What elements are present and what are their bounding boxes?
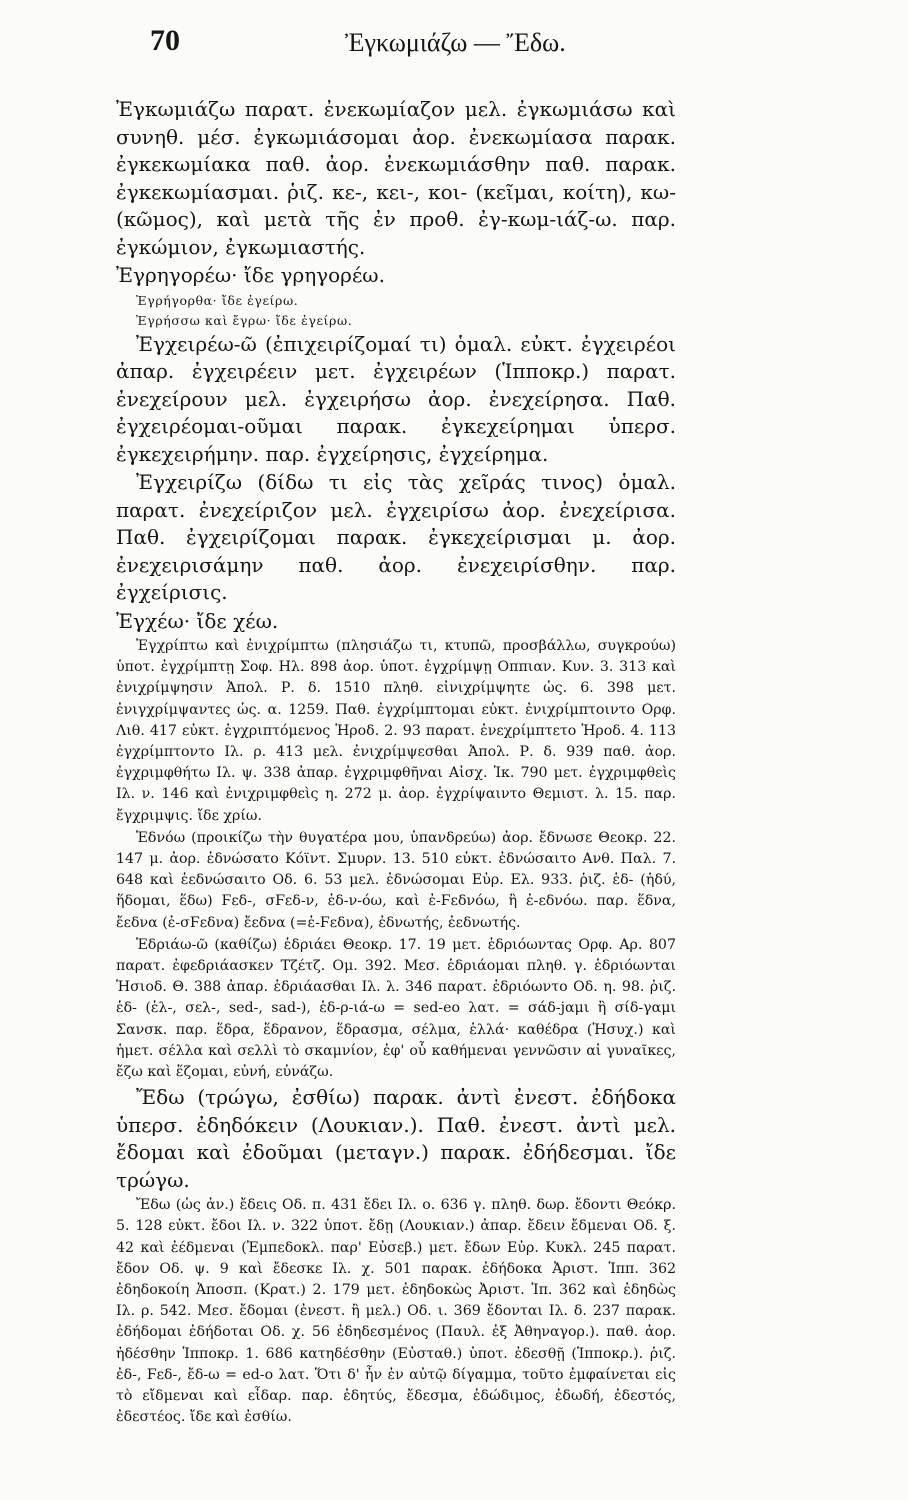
entry-hednoo: Ἑδνόω (προικίζω τὴν θυγατέρα μου, ὑπανδρεύω) ἀορ. ἔδνωσε Θεοκρ. 22. 147 μ. ἀορ. ἐδνώσατο Κόϊντ. Σμυρν. 13. 510 εὐκτ. ἐδνώσαιτο Ανθ. Παλ. 7. 648 καὶ ἐεδνώσαιτο Οδ. 6. 53 μελ. ἐδνώσομαι Εὐρ. Ελ. 933. ῥιζ. ἑδ- (ἡδύ, ἥδομαι, ἕδω) Ϝεδ-, σϜεδ-ν, ἐδ-ν-όω, καὶ ἐ-Ϝεδνόω, ἢ ἐ-εδνόω. παρ. ἕδνα, ἔεδνα (ἐ-σϜεδνα) ἔεδνα (=ἐ-Ϝεδνα), ἐδνωτής, ἐεδνωτής. — [116, 829, 676, 931]
entry-egregoreo: Ἐγρηγορέω· ἴδε γρηγορέω. — [116, 263, 385, 287]
entry-encheirizo: Ἐγχειρίζω (δίδω τι εἰς τὰς χεῖράς τινος) ὁμαλ. παρατ. ἐνεχείριζον μελ. ἐγχειρίσω ἀορ. ἐνεχείρισα. Παθ. ἐγχειρίζομαι παρακ. ἐγκεχείρισμαι μ. ἀορ. ἐνεχειρισάμην παθ. ἀορ. ἐνεχειρίσθην. παρ. ἐγχείρισις. — [116, 470, 676, 604]
dictionary-body — [116, 96, 676, 1430]
entry-encheireo: Ἐγχειρέω-ῶ (ἐπιχειρίζομαί τι) ὁμαλ. εὐκτ. ἐγχειρέοι ἀπαρ. ἐγχειρέειν μετ. ἐγχειρέων (Ἱπποκρ.) παρατ. ἐνεχείρουν μελ. ἐγχειρήσω ἀορ. ἐνεχείρησα. Παθ. ἐγχειρέομαι-οῦμαι παρακ. ἐγκεχείρημαι ὑπερσ. ἐγκεχειρήμην. παρ. ἐγχείρησις, ἐγχείρημα. — [116, 331, 676, 466]
page-header — [150, 24, 710, 74]
entry-hedriao: Ἑδριάω-ῶ (καθίζω) ἑδριάει Θεοκρ. 17. 19 μετ. ἑδριόωντας Ορφ. Αρ. 807 παρατ. ἐφεδριάασκεν Τζέτζ. Ομ. 392. Μεσ. ἑδριάομαι πληθ. γ. ἑδριόωνται Ἡσιοδ. Θ. 388 ἀπαρ. ἑδριάασθαι Ιλ. λ. 346 παρατ. ἑδριόωντο Οδ. η. 98. ῥιζ. ἑδ- (ἑλ-, σελ-, sed-, sad-), ἑδ-ρ-ιά-ω = sed-eo λατ. = σάδ-jαμι ἢ σίδ-γαμι Σανσκ. παρ. ἕδρα, ἕδρανον, ἕδρασμα, σέλμα, ἑλλά· καθέδρα (Ἡσυχ.) καὶ ἡμετ. σέλλα καὶ σελλὶ τὸ σκαμνίον, ἐφ' οὗ καθήμεναι γεννῶσιν αἱ γυναῖκες, ἔζω καὶ ἕζομαι, εὐνή, εὐνάζω. — [116, 936, 676, 1081]
page-number: 70 — [150, 24, 180, 57]
entry-encheo: Ἐγχέω· ἴδε χέω. — [116, 608, 279, 633]
entry-edo-citations: Ἔδω (ὡς ἀν.) ἔδεις Οδ. π. 431 ἔδει Ιλ. ο. 636 γ. πληθ. δωρ. ἔδοντι Θεόκρ. 5. 128 εὐκτ. ἔδοι Ιλ. ν. 322 ὑποτ. ἔδῃ (Λουκιαν.) ἀπαρ. ἔδειν ἔδμεναι Οδ. ξ. 42 καὶ ἐέδμεναι (Ἐμπεδοκλ. παρ' Εὐσεβ.) μετ. ἔδων Εὐρ. Κυκλ. 245 παρατ. ἔδον Οδ. ψ. 9 καὶ ἔδεσκε Ιλ. χ. 501 παρακ. ἐδήδοκα Ἀριστ. Ἱππ. 362 ἐδηδοκοίη Ἀποσπ. (Κρατ.) 2. 179 μετ. ἐδηδοκὼς Ἀριστ. Ἱπ. 362 καὶ ἐδηδὼς Ιλ. ρ. 542. Μεσ. ἔδομαι (ἐνεστ. ἢ μελ.) Οδ. ι. 369 ἔδονται Ιλ. δ. 237 παρακ. ἐδήδομαι ἐδήδοται Οδ. χ. 56 ἐδηδεσμένος (Παυλ. ἐξ Ἀθηναγορ.). παθ. ἀορ. ἠδέσθην Ἱπποκρ. 1. 686 κατηδέσθην (Εὐσταθ.) ὑποτ. ἐδεσθῇ (Ἱπποκρ.). ῥιζ. ἐδ-, Ϝεδ-, ἔδ-ω = ed-o λατ. Ὅτι δ' ἦν ἐν αὐτῷ δίγαμμα, τοῦτο ἐμφαίνεται εἰς τὸ εἴδμεναι καὶ εἶδαρ. παρ. ἐδητύς, ἔδεσμα, ἐδώδιμος, ἐδωδή, ἐδεστός, ἐδεστέος. ἴδε καὶ ἐσθίω. — [116, 1197, 676, 1426]
entry-enchripto: Ἐγχρίπτω καὶ ἐνιχρίμπτω (πλησιάζω τι, κτυπῶ, προσβάλλω, συγκρούω) ὑποτ. ἐγχρίμπτῃ Σοφ. Ηλ. 898 ἀορ. ὑποτ. ἐγχρίμψῃ Οππιαν. Κυν. 3. 313 καὶ ἐνιχρίμψησιν Ἀπολ. Ρ. δ. 1510 πληθ. εἰνιχρίμψητε ὡς. 6. 398 μετ. ἐνιγχρίμψαντες ὡς. α. 1259. Παθ. ἐγχρίμπτομαι εὐκτ. ἐνιχρίμπτοιντο Ορφ. Λιθ. 417 εὐκτ. ἐγχριπτόμενος Ἡροδ. 2. 93 παρατ. ἐνεχρίμπτετο Ἡροδ. 4. 113 ἐγχρίμπτοντο Ιλ. ρ. 413 μελ. ἐνιχρίμψεσθαι Ἀπολ. Ρ. δ. 939 παθ. ἀορ. ἐγχριμφθήτω Ιλ. ψ. 338 ἀπαρ. ἐγχριμφθῆναι Αἰσχ. Ἱκ. 790 μετ. ἐγχριμφθεὶς Ιλ. ν. 146 καὶ ἐνιχριμφθεὶς η. 272 μ. ἀορ. ἐγχρίψαιντο Θεμιστ. λ. 15. παρ. ἔγχριμψις. ἴδε χρίω. — [116, 638, 676, 824]
entry-egresso: Ἐγρήσσω καὶ ἔγρω· ἴδε ἐγείρω. — [136, 312, 353, 328]
entry-enkomiazo: Ἐγκωμιάζω παρατ. ἐνεκωμίαζον μελ. ἐγκωμιάσω καὶ συνηθ. μέσ. ἐγκωμιάσομαι ἀορ. ἐνεκωμίασα παρακ. ἐγκεκωμίακα παθ. ἀορ. ἐνεκωμιάσθην παθ. παρακ. ἐγκεκωμίασμαι. ῥιζ. κε-, κει-, κοι- (κεῖμαι, κοίτη), κω- (κῶμος), καὶ μετὰ τῆς ἐν προθ. ἐγ-κωμ-ιάζ-ω. παρ. ἐγκώμιον, ἐγκωμιαστής. — [116, 97, 676, 259]
running-head: Ἐγκωμιάζω — Ἔδω. — [345, 28, 566, 57]
entry-edo: Ἔδω (τρώγω, ἐσθίω) παρακ. ἀντὶ ἐνεστ. ἐδήδοκα ὑπερσ. ἐδηδόκειν (Λουκιαν.). Παθ. ἐνεστ. ἀντὶ μελ. ἔδομαι καὶ ἐδοῦμαι (μεταγν.) παρακ. ἐδήδεσμαι. ἴδε τρώγω. — [116, 1085, 676, 1192]
entry-egregortha: Ἐγρήγορθα· ἴδε ἐγείρω. — [136, 292, 299, 308]
